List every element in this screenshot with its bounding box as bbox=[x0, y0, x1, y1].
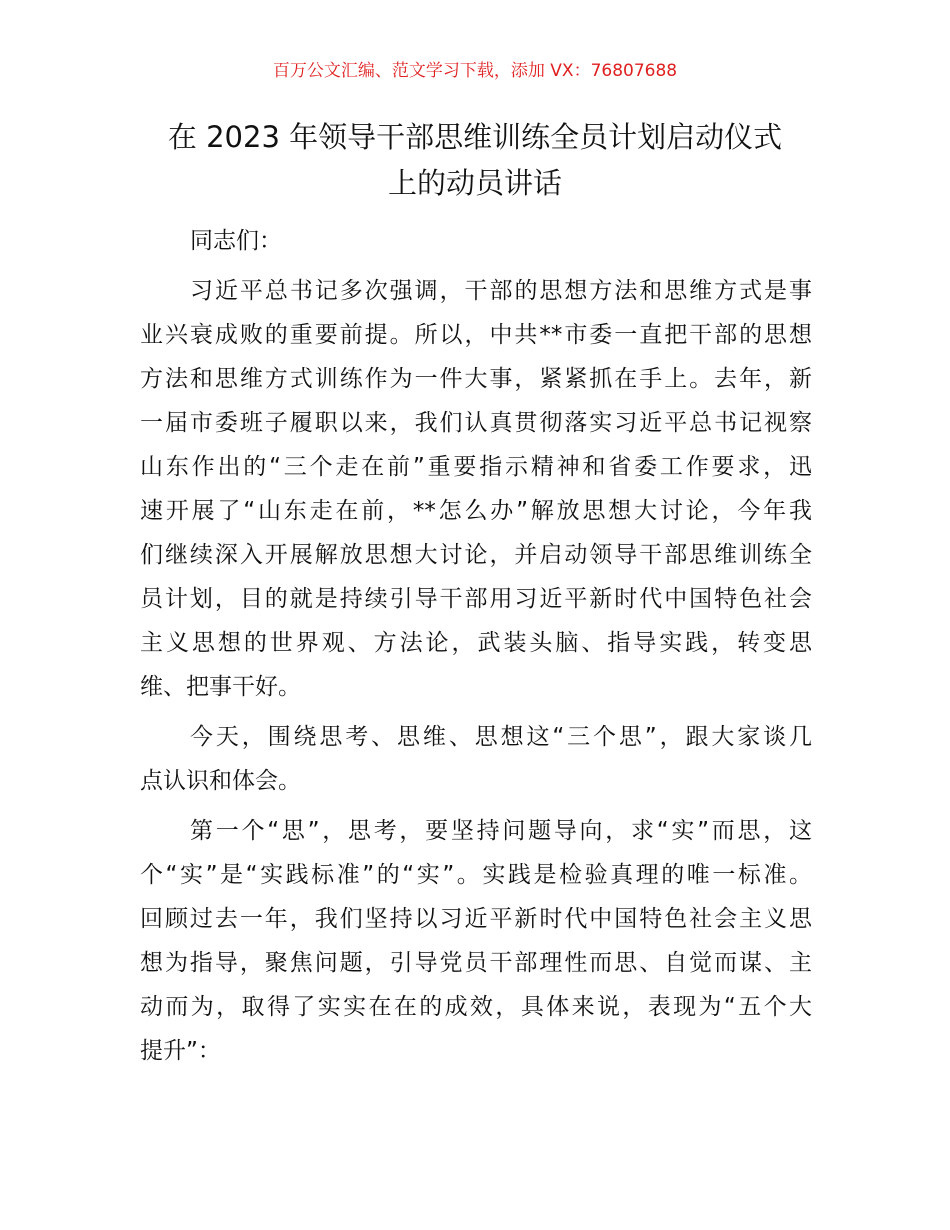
paragraph-line: 今天，围绕思考、思维、思想这“三个思”，跟大家谈几 bbox=[190, 724, 812, 750]
title-line-1: 在 2023 年领导干部思维训练全员计划启动仪式 bbox=[167, 120, 783, 154]
paragraph-line: 动而为，取得了实实在在的成效，具体来说，表现为“五个大 bbox=[140, 994, 812, 1020]
document-title bbox=[120, 114, 830, 206]
paragraph-line: 主义思想的世界观、方法论，武装头脑、指导实践，转变思 bbox=[140, 630, 812, 656]
paragraph-line: 速开展了“山东走在前，**怎么办”解放思想大讨论，今年我 bbox=[140, 498, 812, 524]
salutation: 同志们： bbox=[190, 228, 282, 254]
document-body bbox=[140, 219, 812, 1079]
paragraph-line: 点认识和体会。 bbox=[140, 768, 301, 794]
paragraph bbox=[140, 269, 812, 709]
paragraph-line: 想为指导，聚焦问题，引导党员干部理性而思、自觉而谋、主 bbox=[140, 950, 812, 976]
paragraph-line: 们继续深入开展解放思想大讨论，并启动领导干部思维训练全 bbox=[140, 542, 812, 568]
paragraph bbox=[140, 715, 812, 803]
paragraph-line: 回顾过去一年，我们坚持以习近平新时代中国特色社会主义思 bbox=[140, 906, 812, 932]
paragraph-line: 第一个“思”，思考，要坚持问题导向，求“实”而思，这 bbox=[190, 818, 812, 844]
title-line-2: 上的动员讲话 bbox=[387, 166, 562, 200]
paragraph-line: 习近平总书记多次强调，干部的思想方法和思维方式是事 bbox=[190, 278, 812, 304]
watermark-header: 百万公文汇编、范文学习下载，添加 VX：76807688 bbox=[272, 61, 678, 81]
paragraph-line: 员计划，目的就是持续引导干部用习近平新时代中国特色社会 bbox=[140, 586, 812, 612]
paragraph-line: 提升”： bbox=[140, 1038, 221, 1064]
paragraph-line: 方法和思维方式训练作为一件大事，紧紧抓在手上。去年，新 bbox=[140, 366, 812, 392]
paragraph bbox=[140, 809, 812, 1073]
paragraph-line: 业兴衰成败的重要前提。所以，中共**市委一直把干部的思想 bbox=[140, 322, 812, 348]
paragraph-line: 个“实”是“实践标准”的“实”。实践是检验真理的唯一标准。 bbox=[140, 862, 812, 888]
paragraph-line: 山东作出的“三个走在前”重要指示精神和省委工作要求，迅 bbox=[140, 454, 812, 480]
paragraph-line: 维、把事干好。 bbox=[140, 674, 301, 700]
paragraph-line: 一届市委班子履职以来，我们认真贯彻落实习近平总书记视察 bbox=[140, 410, 812, 436]
